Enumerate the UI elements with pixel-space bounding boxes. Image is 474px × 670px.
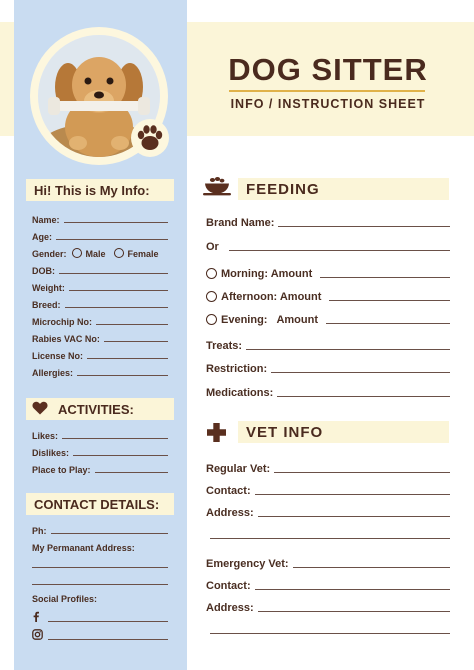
allergies-field[interactable] bbox=[32, 366, 168, 378]
social-label-row bbox=[32, 592, 168, 604]
age-line[interactable] bbox=[56, 239, 168, 240]
evening-line[interactable] bbox=[326, 323, 450, 324]
medications-label: Medications: bbox=[206, 387, 274, 399]
treats-field[interactable] bbox=[206, 338, 450, 352]
vet-address-line[interactable] bbox=[258, 516, 450, 517]
facebook-field[interactable] bbox=[32, 612, 168, 624]
contact-heading bbox=[26, 493, 174, 515]
morning-line[interactable] bbox=[320, 277, 450, 278]
vet-contact-line[interactable] bbox=[255, 494, 450, 495]
breed-field[interactable] bbox=[32, 298, 168, 310]
likes-field[interactable] bbox=[32, 429, 168, 441]
emergency-vet-line[interactable] bbox=[293, 567, 450, 568]
emergency-address-label: Address: bbox=[206, 602, 254, 614]
morning-radio[interactable] bbox=[206, 268, 217, 279]
my-info-heading bbox=[26, 179, 174, 201]
my-info-heading-text: Hi! This is My Info: bbox=[34, 182, 150, 198]
page-title: DOG SITTER bbox=[228, 52, 428, 87]
facebook-line[interactable] bbox=[48, 621, 168, 622]
breed-label: Breed: bbox=[32, 300, 61, 310]
rabies-line[interactable] bbox=[104, 341, 168, 342]
place-to-play-label: Place to Play: bbox=[32, 465, 91, 475]
emergency-address-line-2[interactable] bbox=[206, 622, 450, 636]
age-label: Age: bbox=[32, 232, 52, 242]
instagram-field[interactable] bbox=[32, 630, 168, 642]
regular-vet-field[interactable] bbox=[206, 461, 450, 475]
address-line-2[interactable] bbox=[32, 575, 168, 587]
rabies-field[interactable] bbox=[32, 332, 168, 344]
dob-field[interactable] bbox=[32, 264, 168, 276]
or-field[interactable] bbox=[206, 239, 450, 253]
phone-field[interactable] bbox=[32, 524, 168, 536]
medications-line[interactable] bbox=[277, 396, 450, 397]
dislikes-label: Dislikes: bbox=[32, 448, 70, 458]
microchip-line[interactable] bbox=[96, 324, 168, 325]
name-line[interactable] bbox=[64, 222, 168, 223]
likes-line[interactable] bbox=[62, 438, 168, 439]
vet-address-label: Address: bbox=[206, 507, 254, 519]
instagram-icon bbox=[32, 629, 43, 642]
brand-name-line[interactable] bbox=[278, 226, 450, 227]
gender-male-label: Male bbox=[85, 249, 106, 259]
activities-heading bbox=[26, 398, 174, 420]
gender-female-label: Female bbox=[127, 249, 159, 259]
title-rule bbox=[229, 90, 425, 92]
activities-heading-text: ACTIVITIES: bbox=[58, 401, 134, 417]
restriction-label: Restriction: bbox=[206, 363, 268, 375]
likes-label: Likes: bbox=[32, 431, 59, 441]
allergies-label: Allergies: bbox=[32, 368, 74, 378]
weight-line[interactable] bbox=[69, 290, 168, 291]
license-line[interactable] bbox=[87, 358, 168, 359]
afternoon-radio[interactable] bbox=[206, 291, 217, 302]
breed-line[interactable] bbox=[65, 307, 168, 308]
vet-contact-field[interactable] bbox=[206, 483, 450, 497]
vet-address-line-2-rule[interactable] bbox=[210, 538, 450, 539]
age-field[interactable] bbox=[32, 230, 168, 242]
phone-line[interactable] bbox=[51, 533, 169, 534]
emergency-contact-line[interactable] bbox=[255, 589, 450, 590]
emergency-contact-field[interactable] bbox=[206, 578, 450, 592]
afternoon-label: Afternoon: Amount bbox=[221, 291, 322, 303]
facebook-icon bbox=[32, 611, 40, 624]
vet-address-field[interactable] bbox=[206, 505, 450, 519]
or-label: Or bbox=[206, 241, 219, 253]
evening-amount-label: Amount bbox=[276, 314, 318, 326]
regular-vet-label: Regular Vet: bbox=[206, 463, 271, 475]
paw-icon bbox=[130, 118, 170, 158]
brand-name-field[interactable] bbox=[206, 215, 450, 229]
permanent-address-label: My Permanant Address: bbox=[32, 543, 135, 553]
morning-label: Morning: Amount bbox=[221, 268, 313, 280]
emergency-vet-label: Emergency Vet: bbox=[206, 558, 289, 570]
address-line-1[interactable] bbox=[32, 558, 168, 570]
treats-label: Treats: bbox=[206, 340, 243, 352]
evening-amount-field[interactable] bbox=[206, 312, 450, 326]
name-label: Name: bbox=[32, 215, 60, 225]
feeding-heading-text: FEEDING bbox=[246, 180, 320, 198]
place-to-play-field[interactable] bbox=[32, 463, 168, 475]
address-line-2-rule[interactable] bbox=[32, 584, 168, 585]
allergies-line[interactable] bbox=[77, 375, 168, 376]
dob-line[interactable] bbox=[59, 273, 168, 274]
microchip-field[interactable] bbox=[32, 315, 168, 327]
gender-field[interactable] bbox=[32, 247, 168, 259]
vet-info-heading-text: VET INFO bbox=[246, 423, 324, 441]
dob-label: DOB: bbox=[32, 266, 55, 276]
emergency-address-field[interactable] bbox=[206, 600, 450, 614]
gender-female-radio[interactable] bbox=[114, 248, 124, 258]
vet-contact-label: Contact: bbox=[206, 485, 251, 497]
phone-label: Ph: bbox=[32, 526, 47, 536]
brand-name-label: Brand Name: bbox=[206, 217, 275, 229]
vet-address-line-2[interactable] bbox=[206, 527, 450, 541]
emergency-contact-label: Contact: bbox=[206, 580, 251, 592]
restriction-field[interactable] bbox=[206, 361, 450, 375]
license-field[interactable] bbox=[32, 349, 168, 361]
regular-vet-line[interactable] bbox=[274, 472, 450, 473]
evening-radio[interactable] bbox=[206, 314, 217, 325]
dislikes-field[interactable] bbox=[32, 446, 168, 458]
evening-label: Evening: bbox=[221, 314, 268, 326]
gender-male-radio[interactable] bbox=[72, 248, 82, 258]
afternoon-amount-field[interactable] bbox=[206, 289, 450, 303]
place-to-play-line[interactable] bbox=[95, 472, 168, 473]
restriction-line[interactable] bbox=[271, 372, 450, 373]
address-line-1-rule[interactable] bbox=[32, 567, 168, 568]
instagram-line[interactable] bbox=[48, 639, 168, 640]
license-label: License No: bbox=[32, 351, 84, 361]
emergency-address-line[interactable] bbox=[258, 611, 450, 612]
page-subtitle: INFO / INSTRUCTION SHEET bbox=[230, 97, 426, 111]
afternoon-line[interactable] bbox=[329, 300, 450, 301]
treats-line[interactable] bbox=[246, 349, 450, 350]
weight-label: Weight: bbox=[32, 283, 65, 293]
morning-amount-field[interactable] bbox=[206, 266, 450, 280]
food-bowl-icon bbox=[203, 176, 231, 201]
medications-field[interactable] bbox=[206, 385, 450, 399]
name-field[interactable] bbox=[32, 213, 168, 225]
feeding-heading bbox=[238, 178, 449, 200]
vet-info-heading bbox=[238, 421, 449, 443]
weight-field[interactable] bbox=[32, 281, 168, 293]
gender-label: Gender: bbox=[32, 249, 67, 259]
dislikes-line[interactable] bbox=[73, 455, 168, 456]
rabies-label: Rabies VAC No: bbox=[32, 334, 100, 344]
medical-cross-icon bbox=[207, 423, 226, 447]
emergency-vet-field[interactable] bbox=[206, 556, 450, 570]
social-profiles-label: Social Profiles: bbox=[32, 594, 98, 604]
or-line[interactable] bbox=[229, 250, 450, 251]
heart-icon bbox=[32, 401, 48, 418]
microchip-label: Microchip No: bbox=[32, 317, 92, 327]
address-label-row bbox=[32, 541, 168, 553]
emergency-address-line-2-rule[interactable] bbox=[210, 633, 450, 634]
contact-heading-text: CONTACT DETAILS: bbox=[34, 496, 160, 512]
